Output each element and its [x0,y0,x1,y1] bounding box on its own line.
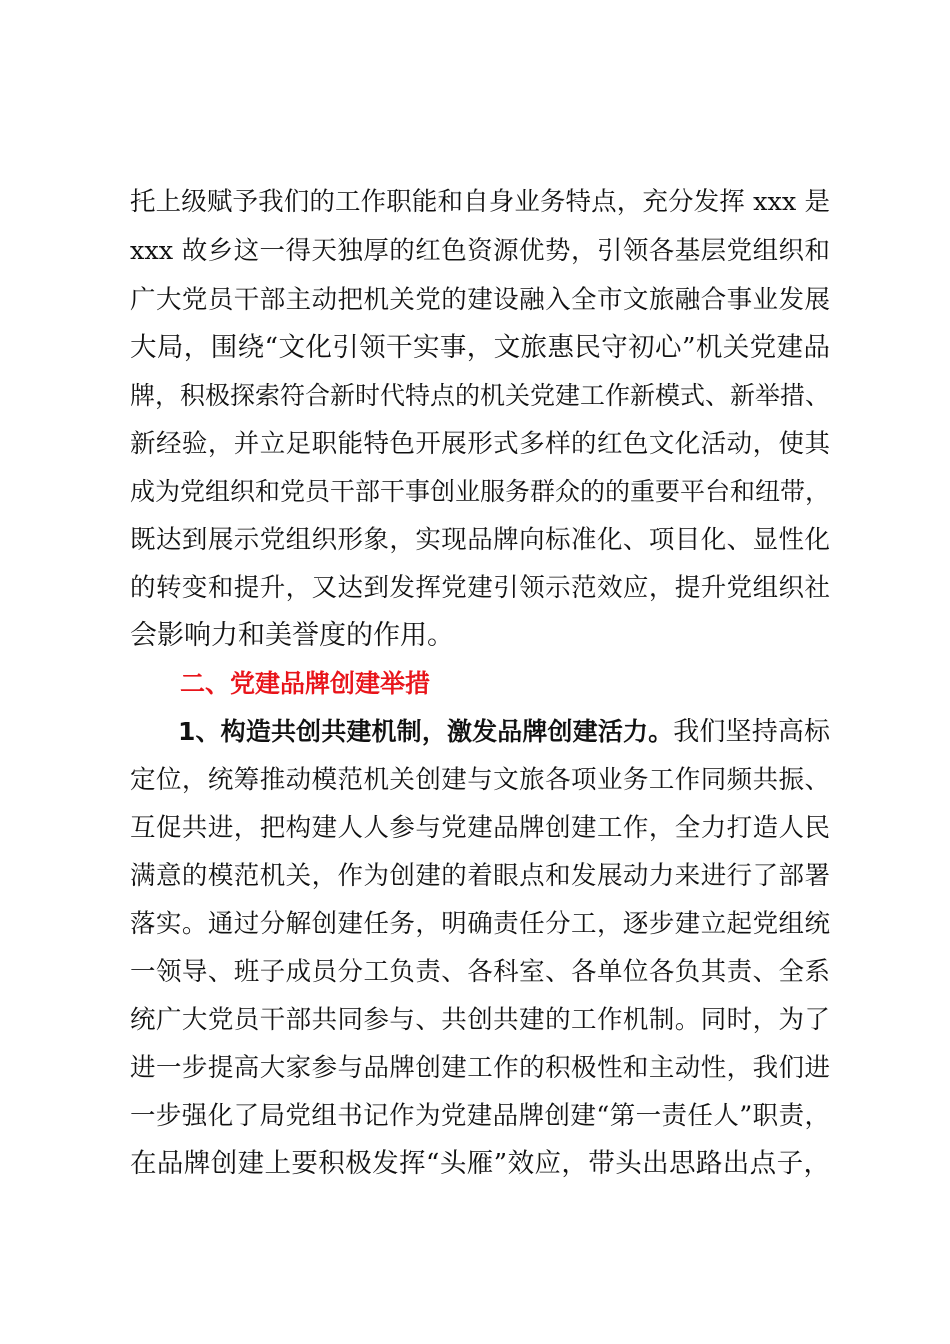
paragraph-line: 会影响力和美誉度的作用。 [130,620,454,651]
paragraph-line: 一领导、班子成员分工负责、各科室、各单位各负其责、全系 [130,957,830,987]
subsection-first-line [178,712,830,752]
paragraph-line: 落实。通过分解创建任务，明确责任分工，逐步建立起党组统 [130,909,830,939]
paragraph-line: 互促共进，把构建人人参与党建品牌创建工作，全力打造人民 [130,813,830,843]
subsection-first-line-rest: 我们坚持高标 [673,717,830,747]
paragraph-line: 进一步提高大家参与品牌创建工作的积极性和主动性，我们进 [130,1053,830,1083]
paragraph-line: 一步强化了局党组书记作为党建品牌创建“第一责任人”职责， [130,1101,830,1131]
paragraph-line: 定位，统筹推动模范机关创建与文旅各项业务工作同频共振、 [130,765,830,795]
paragraph-line: 大局，围绕“文化引领干实事，文旅惠民守初心”机关党建品 [130,332,830,363]
paragraph-line: 的转变和提升，又达到发挥党建引领示范效应，提升党组织社 [130,573,830,603]
paragraph-line: 满意的模范机关，作为创建的着眼点和发展动力来进行了部署 [130,861,830,891]
paragraph-line: 在品牌创建上要积极发挥“头雁”效应，带头出思路出点子， [130,1148,830,1179]
paragraph-line: 成为党组织和党员干部干事创业服务群众的的重要平台和纽带， [130,477,831,506]
paragraph-line: 牌，积极探索符合新时代特点的机关党建工作新模式、新举措、 [130,381,831,410]
subsection-lead: 1、构造共创共建机制，激发品牌创建活力。 [178,717,674,746]
paragraph-line: 广大党员干部主动把机关党的建设融入全市文旅融合事业发展 [130,285,830,315]
paragraph-line: xxx 故乡这一得天独厚的红色资源优势，引领各基层党组织和 [130,236,830,266]
paragraph-line: 新经验，并立足职能特色开展形式多样的红色文化活动，使其 [130,429,830,459]
paragraph-line: 既达到展示党组织形象，实现品牌向标准化、项目化、显性化 [130,525,830,555]
section-heading: 二、党建品牌创建举措 [180,669,431,698]
paragraph-line: 托上级赋予我们的工作职能和自身业务特点，充分发挥 xxx 是 [130,187,830,217]
paragraph-line: 统广大党员干部共同参与、共创共建的工作机制。同时，为了 [130,1005,830,1035]
